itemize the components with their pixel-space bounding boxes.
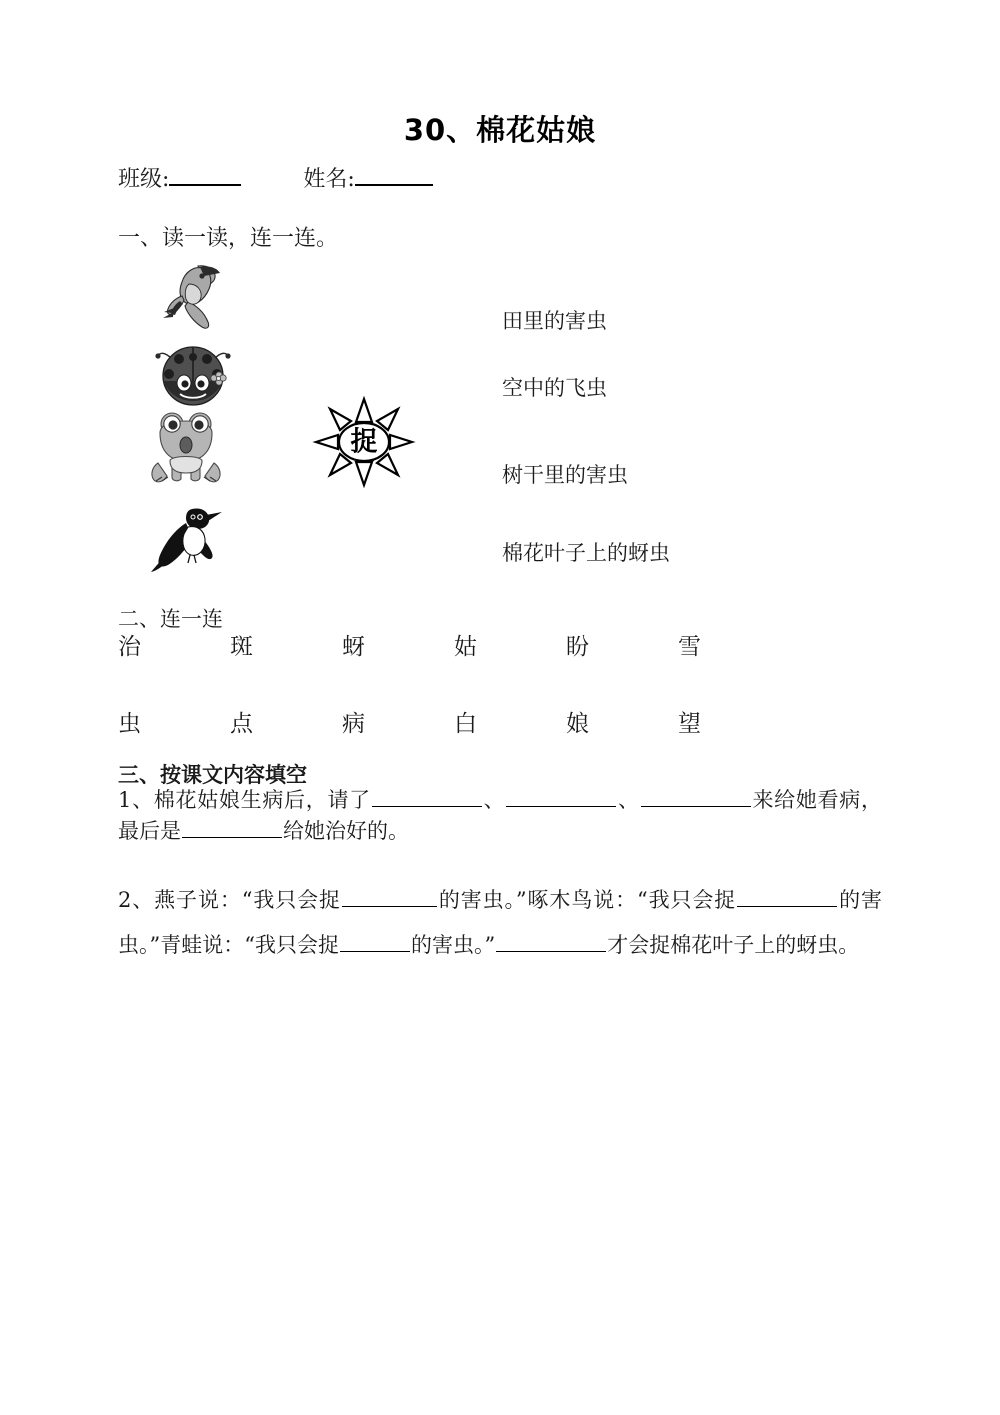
char-bottom-1[interactable]: 点 [230, 711, 253, 737]
char-top-1[interactable]: 斑 [230, 634, 253, 660]
match-label-1[interactable]: 空中的飞虫 [502, 376, 607, 400]
item1-number: 1、 [118, 788, 154, 812]
ladybug-icon [152, 337, 234, 409]
section-two-heading: 二、连一连 [118, 607, 223, 631]
item1-text-a: 棉花姑娘生病后，请了 [153, 788, 371, 812]
page-title: 30、棉花姑娘 [403, 113, 597, 147]
student-info-line [118, 162, 433, 193]
name-input-blank[interactable] [355, 184, 433, 186]
frog-icon [148, 407, 224, 489]
character-row-bottom [118, 705, 878, 738]
match-label-2[interactable]: 树干里的害虫 [502, 463, 628, 487]
fill-item-2 [118, 878, 882, 968]
item2-text-d: 的害虫。” [410, 933, 496, 957]
name-label: 姓名: [303, 167, 355, 192]
char-top-0[interactable]: 治 [118, 634, 141, 660]
item1-text-c: 给她治好的。 [283, 819, 409, 843]
section-three-heading: 三、按课文内容填空 [118, 762, 307, 787]
swallow-icon [148, 503, 230, 575]
char-bottom-0[interactable]: 虫 [118, 711, 141, 737]
item1-blank-1[interactable] [372, 785, 482, 807]
char-top-3[interactable]: 姑 [454, 634, 477, 660]
char-bottom-3[interactable]: 白 [454, 711, 477, 737]
woodpecker-icon [152, 256, 230, 334]
char-bottom-5[interactable]: 望 [678, 711, 701, 737]
item1-blank-4[interactable] [182, 816, 282, 838]
item1-sep-2: 、 [617, 788, 640, 812]
item2-blank-4[interactable] [496, 930, 606, 952]
fill-item-1 [118, 785, 882, 847]
item2-blank-2[interactable] [737, 885, 837, 907]
item2-text-a: 燕子说：“我只会捉 [154, 888, 341, 912]
char-top-2[interactable]: 蚜 [342, 634, 365, 660]
char-bottom-2[interactable]: 病 [342, 711, 365, 737]
char-top-5[interactable]: 雪 [678, 634, 701, 660]
section-one-heading: 一、读一读，连一连。 [118, 226, 339, 251]
starburst-character: 捉 [350, 426, 378, 458]
item2-text-c: 的害虫。”青蛙说：“我只会捉 [118, 888, 882, 957]
starburst-badge [312, 396, 416, 488]
item2-number: 2、 [118, 888, 155, 912]
item1-blank-3[interactable] [641, 785, 751, 807]
match-label-3[interactable]: 棉花叶子上的蚜虫 [502, 541, 670, 565]
item1-blank-2[interactable] [506, 785, 616, 807]
item2-text-b: 的害虫。”啄木鸟说：“我只会捉 [437, 888, 737, 912]
item2-blank-3[interactable] [340, 930, 410, 952]
character-row-top [118, 628, 878, 661]
class-label: 班级: [118, 167, 170, 192]
class-input-blank[interactable] [169, 184, 241, 186]
item2-blank-1[interactable] [342, 885, 437, 907]
item2-text-e: 才会捉棉花叶子上的蚜虫。 [607, 933, 860, 957]
match-label-0[interactable]: 田里的害虫 [502, 309, 607, 333]
char-top-4[interactable]: 盼 [566, 634, 589, 660]
item1-text-b: 来给她看病，最后是 [118, 788, 882, 843]
item1-sep-1: 、 [482, 788, 506, 812]
char-bottom-4[interactable]: 娘 [566, 711, 589, 737]
